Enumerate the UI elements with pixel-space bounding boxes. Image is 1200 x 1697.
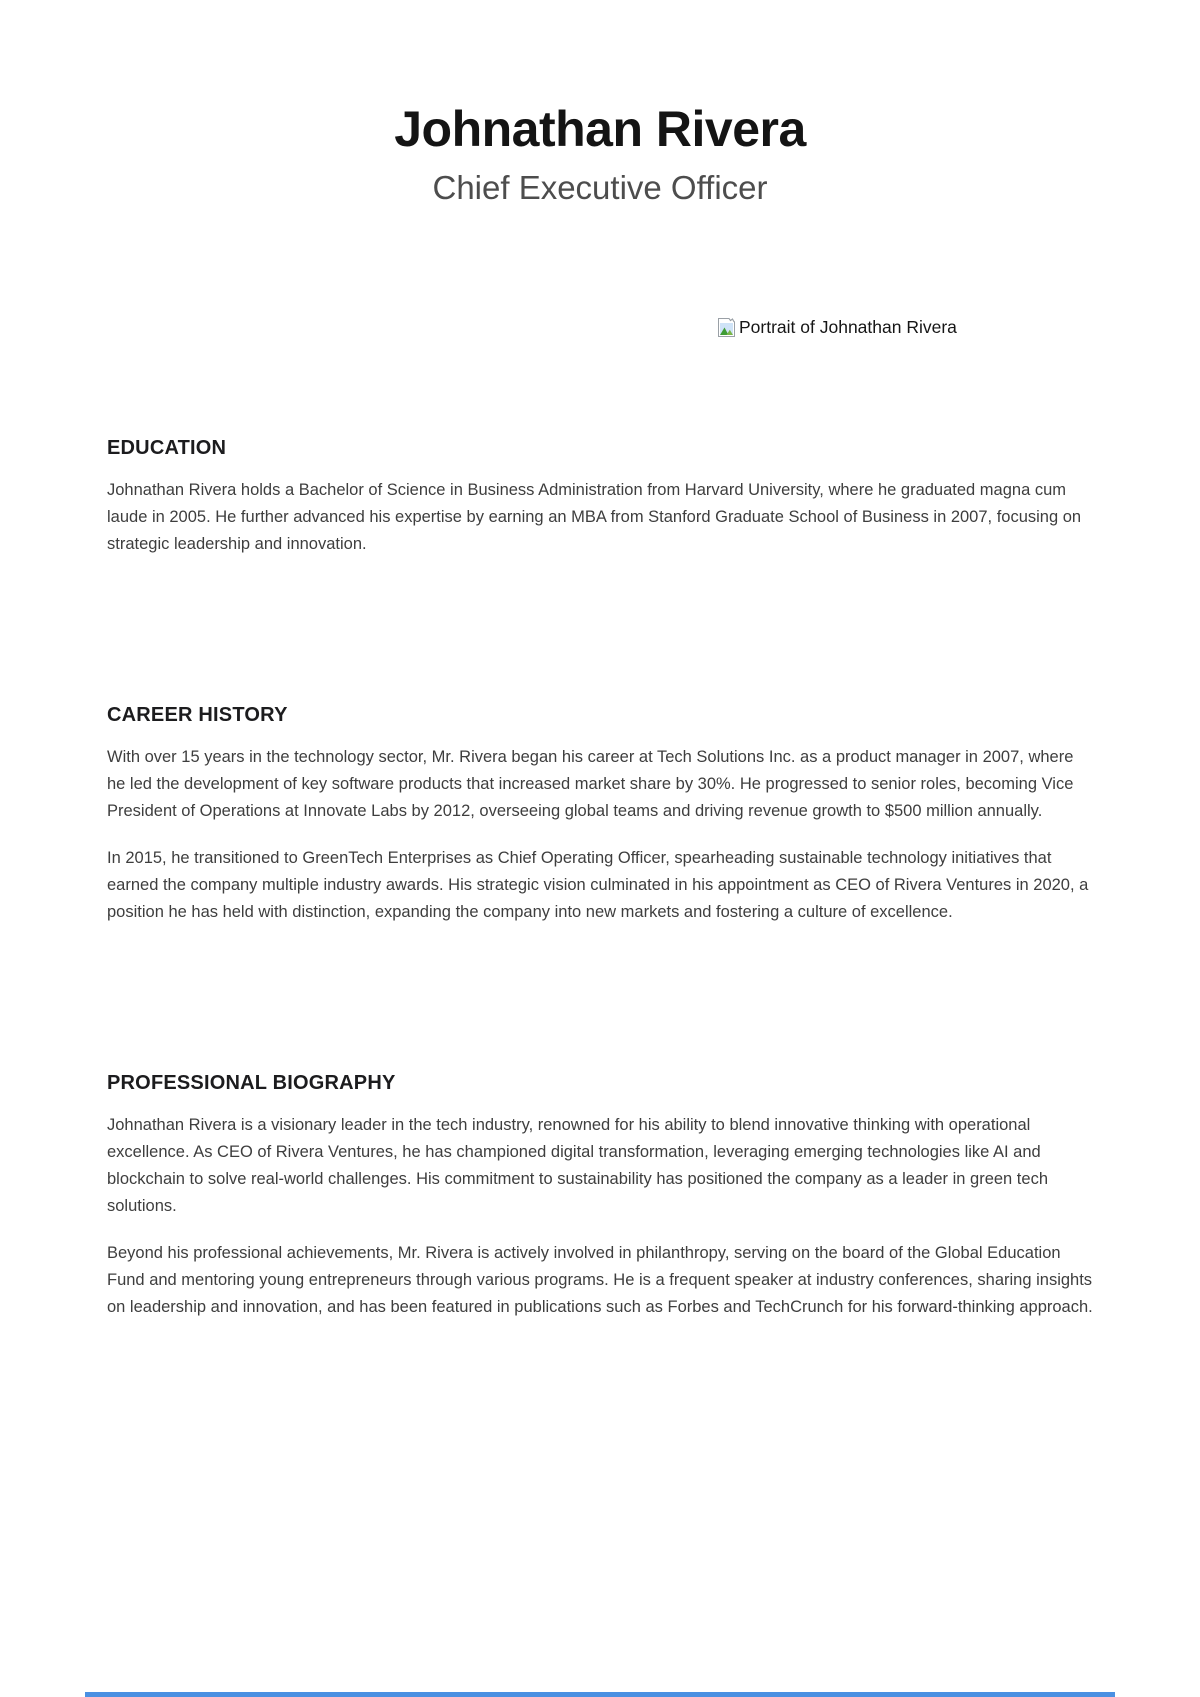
footer-accent-bar	[85, 1692, 1115, 1697]
portrait-broken-image	[716, 316, 1200, 340]
biography-paragraph-1: Johnathan Rivera is a visionary leader in the tech industry, renowned for his ability to blend innovative thinking with operational excellence. As CEO of Rivera Ventures, he has championed digital transformation, leveraging emerging technologies like AI and blockchain to solve real-world challenges. His commitment to sustainability has positioned the company as a leader in green tech solutions.	[107, 1115, 1048, 1215]
education-paragraph: Johnathan Rivera holds a Bachelor of Science in Business Administration from Harvard University, where he graduated magna cum laude in 2005. He further advanced his expertise by earning an MBA from Stanford Graduate School of Business in 2007, focusing on strategic leadership and innovation.	[107, 480, 1082, 553]
content-area	[107, 436, 1093, 1321]
section-heading-career-history: CAREER HISTORY	[107, 703, 288, 726]
career-paragraph-1: With over 15 years in the technology sector, Mr. Rivera began his career at Tech Solutions Inc. as a product manager in 2007, where he led the development of key software products that increased market share by 30%. He progressed to senior roles, becoming Vice President of Operations at Innovate Labs by 2012, overseeing global teams and driving revenue growth to $500 million annually.	[107, 747, 1074, 820]
biography-paragraph-2: Beyond his professional achievements, Mr. Rivera is actively involved in philanthropy, serving on the board of the Global Education Fund and mentoring young entrepreneurs through various programs. He is a frequent speaker at industry conferences, sharing insights on leadership and innovation, and has been featured in publications such as Forbes and TechCrunch for his forward-thinking approach.	[107, 1243, 1093, 1316]
page-title: Johnathan Rivera	[394, 101, 806, 157]
section-education	[107, 436, 1093, 558]
section-professional-biography	[107, 1071, 1093, 1321]
section-heading-professional-biography: PROFESSIONAL BIOGRAPHY	[107, 1071, 396, 1094]
section-career-history	[107, 703, 1093, 926]
page-subtitle: Chief Executive Officer	[432, 169, 768, 206]
portrait-alt-text: Portrait of Johnathan Rivera	[739, 317, 957, 338]
page-header	[0, 0, 1200, 208]
broken-image-icon	[716, 317, 737, 338]
career-paragraph-2: In 2015, he transitioned to GreenTech Enterprises as Chief Operating Officer, spearheading sustainable technology initiatives that earned the company multiple industry awards. His strategic vision culminated in his appointment as CEO of Rivera Ventures in 2020, a position he has held with distinction, expanding the company into new markets and fostering a culture of excellence.	[107, 848, 1089, 921]
section-heading-education: EDUCATION	[107, 436, 227, 459]
